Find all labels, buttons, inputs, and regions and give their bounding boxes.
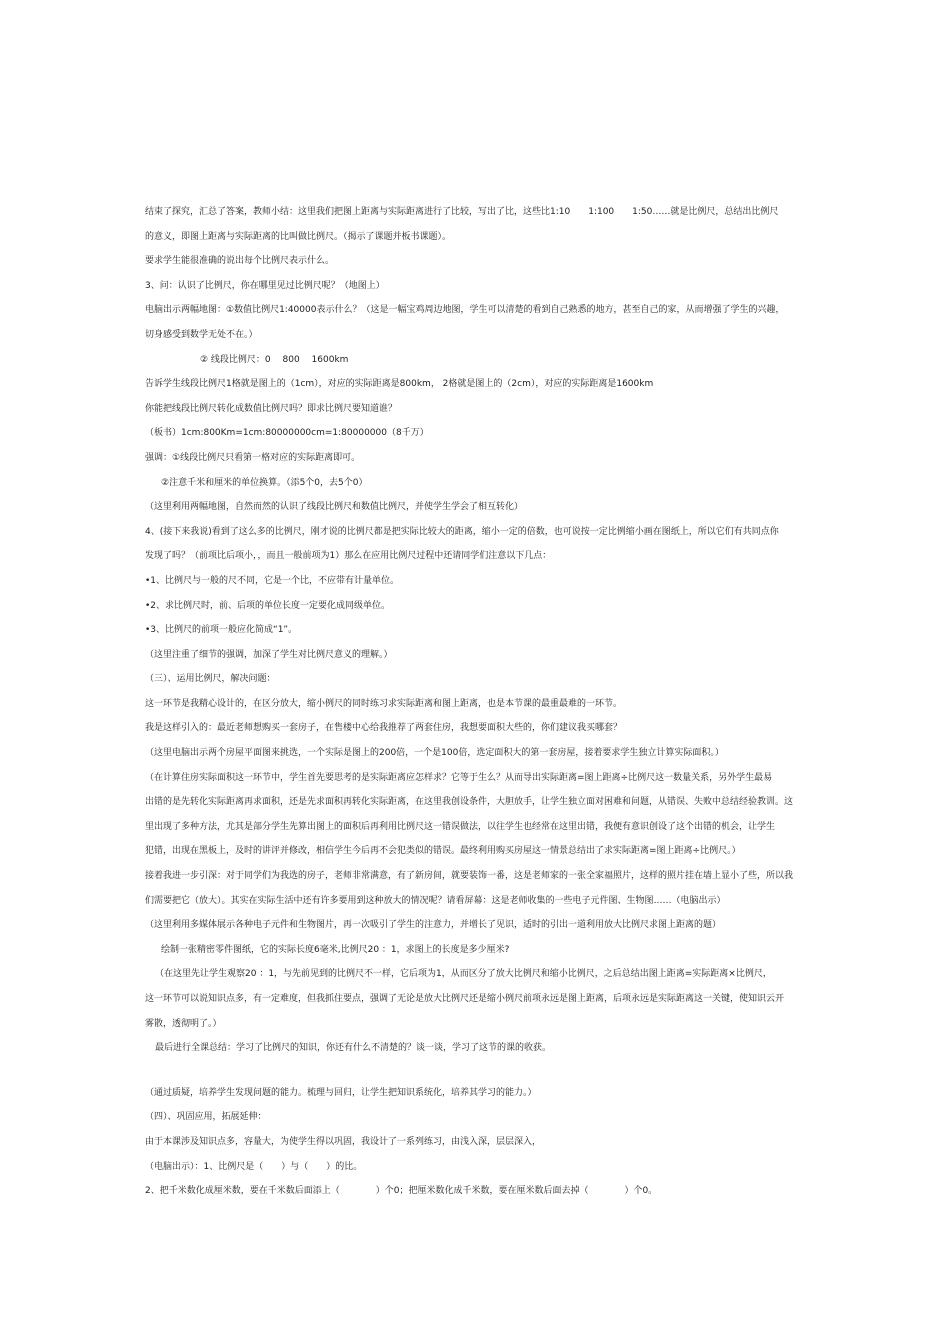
paragraph-p18: •3、比例尺的前项一般应化简成“1”。	[145, 625, 298, 636]
paragraph-gap	[145, 1061, 815, 1081]
paragraph-p20: （三）、运用比例尺，解决问题：	[145, 674, 276, 685]
paragraph-p38: 由于本课涉及知识点多，容量大，为使学生得以巩固，我设计了一系列练习，由浅入深，层层深入，	[145, 1136, 542, 1147]
paragraph-p7: ② 线段比例尺：0 800 1600km	[200, 354, 349, 365]
paragraph-p25: 出错的是先转化实际距离再求面积，还是先求面积再转化实际距离，在这里我创设条件，大胆放手，让学生独立面对困难和问题，从错误、失败中总结经验教训。这	[145, 797, 794, 808]
paragraph-p34: 雾散，透彻明了。）	[145, 1018, 222, 1029]
paragraph-p4: 3、问：认识了比例尺，你在哪里见过比例尺呢？（地图上）	[145, 280, 385, 291]
paragraph-p14: 4、(接下来我说)看到了这么多的比例尺，刚才说的比例尺都是把实际比较大的距离，缩小一定的倍数，也可说按一定比例缩小画在图纸上，所以它们有共同点你	[145, 526, 779, 537]
paragraph-p26: 里出现了多种方法，尤其是部分学生先算出图上的面积后再利用比例尺这一错误做法，以往学生也经常在这里出错，我便有意识创设了这个出错的机会，让学生	[145, 821, 776, 832]
paragraph-p23: （这里电脑出示两个房屋平面图来挑选，一个实际是图上的200倍，一个是100倍，选定面积大的第一套房屋，接着要求学生独立计算实际面积。）	[145, 748, 724, 759]
paragraph-p6: 切身感受到数学无处不在。）	[145, 329, 258, 340]
paragraph-p22: 我是这样引入的：最近老师想购买一套房子，在售楼中心给我推荐了两套住房，我想要面积大些的，你们建议我买哪套？	[145, 723, 623, 734]
paragraph-p21: 这一环节是我精心设计的，在区分放大，缩小例尺的同时练习求实际距离和图上距离，也是本节课的最重最难的一环节。	[145, 698, 623, 709]
paragraph-p24: （在计算住房实际面积这一环节中，学生首先要思考的是实际距离应怎样求？它等于生么？从而导出实际距离=图上距离÷比例尺这一数量关系，另外学生最易	[145, 772, 773, 783]
paragraph-p5: 电脑出示两幅地图：①数值比例尺1:40000表示什么？（这是一幅宝鸡周边地图，学生可以清楚的看到自己熟悉的地方，甚至自己的家，从而增强了学生的兴趣，	[145, 305, 785, 316]
paragraph-p17: •2、求比例尺时，前、后项的单位长度一定要化成同级单位。	[145, 600, 391, 611]
paragraph-p39: （电脑出示）：1、比例尺是（ ）与（ ）的比。	[145, 1161, 363, 1172]
document-body	[145, 200, 815, 1204]
paragraph-p27: 犯错，出现在黑板上，及时的讲评并修改，相信学生今后再不会犯类似的错误。最终利用购买房屋这一情景总结出了求实际距离=图上距离÷比例尺。）	[145, 846, 741, 857]
paragraph-p10: （板书）1cm:800Km=1cm:80000000cm=1:80000000（8千万）	[145, 428, 429, 439]
paragraph-p36: （通过质疑，培养学生发现问题的能力。梳理与回归，让学生把知识系统化，培养其学习的能力。）	[145, 1087, 537, 1098]
paragraph-p29: 们需要把它（放大）。其实在实际生活中还有许多要用到这种放大的情况呢？请看屏幕：这是老师收集的一些电子元件图、生物图……（电脑出示）	[145, 895, 726, 906]
paragraph-p30: （这里利用多媒体展示各种电子元件和生物图片，再一次吸引了学生的注意力，并增长了见识，适时的引出一道利用放大比例尺求图上距离的题）	[145, 920, 722, 931]
paragraph-p15: 发现了吗？（前项比后项小，，而且一般前项为1）那么在应用比例尺过程中还请同学们注意以下几点：	[145, 551, 552, 562]
paragraph-p31: 绘制一张精密零件图纸，它的实际长度6毫米,比例尺20 ：1，求图上的长度是多少厘米?	[161, 944, 510, 955]
paragraph-p13: （这里利用两幅地图，自然而然的认识了线段比例尺和数值比例尺，并使学生学会了相互转化）	[145, 502, 524, 513]
paragraph-p19: （这里注重了细节的强调，加深了学生对比例尺意义的理解。）	[145, 649, 393, 660]
paragraph-p12: ②注意千米和厘米的单位换算。（添5个0，去5个0）	[161, 477, 368, 488]
paragraph-p33: 这一环节可以说知识点多，有一定难度，但我抓住要点，强调了无论是放大比例尺还是缩小例尺前项永远是图上距离，后项永远是实际距离这一关键，使知识云开	[145, 994, 785, 1004]
paragraph-p2: 的意义，即图上距离与实际距离的比叫做比例尺。（揭示了课题并板书课题）。	[145, 231, 452, 242]
paragraph-p35: 最后进行全课总结：学习了比例尺的知识，你还有什么不清楚的？谈一谈，学习了这节的课的收获。	[155, 1043, 552, 1054]
paragraph-p8: 告诉学生线段比例尺1格就是图上的（1cm），对应的实际距离是800km， 2格就是图上的（2cm），对应的实际距离是1600km	[145, 379, 654, 390]
paragraph-p32: （在这里先让学生观察20 ：1，与先前见到的比例尺不一样，它后项为1，从而区分了放大比例尺和缩小比例尺，之后总结出图上距离=实际距离×比例尺，	[155, 969, 772, 980]
paragraph-p28: 接着我进一步引深：对于同学们为我选的房子，老师非常满意，有了新房间，就要装饰一番，这是老师家的一张全家福照片，这样的照片挂在墙上显小了些，所以我	[145, 871, 794, 882]
paragraph-p9: 你能把线段比例尺转化成数值比例尺吗？即求比例尺要知道谁？	[145, 403, 398, 414]
paragraph-p11: 强调：①线段比例尺只看第一格对应的实际距离即可。	[145, 452, 361, 463]
paragraph-p16: •1、比例尺与一般的尺不同，它是一个比，不应带有计量单位。	[145, 575, 400, 586]
paragraph-p40: 2、把千米数化成厘米数，要在千米数后面添上（ ）个0；把厘米数化成千米数，要在厘米数后面去掉（ ）个0。	[145, 1186, 658, 1197]
paragraph-p37: （四）、巩固应用，拓展延伸：	[145, 1112, 267, 1123]
paragraph-p3: 要求学生能很准确的说出每个比例尺表示什么。	[145, 256, 335, 267]
paragraph-p1: 结束了探究，汇总了答案，教师小结：这里我们把图上距离与实际距离进行了比较，写出了比，这些比1:10 1:100 1:50……就是比例尺，总结出比例尺	[145, 207, 779, 217]
